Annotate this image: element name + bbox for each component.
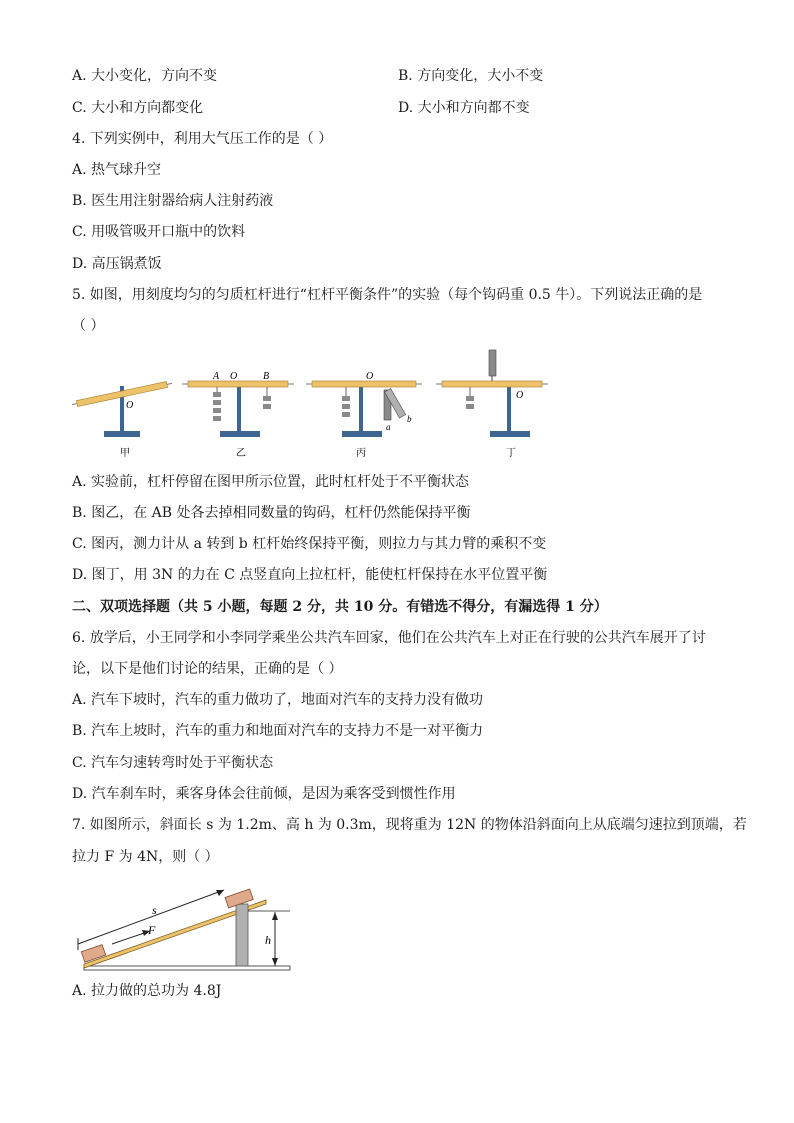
incline-label-s: s xyxy=(152,903,157,917)
yi-point-b: B xyxy=(263,371,270,382)
jia-pivot-label: O xyxy=(126,400,134,411)
lever-ding xyxy=(436,350,548,459)
q5-stem-line1: 5. 如图，用刻度均匀的匀质杠杆进行“杠杆平衡条件”的实验（每个钩码重 0.5 牛）。下列说法正确的是 xyxy=(72,287,703,303)
q6-stem-line2: 论，以下是他们讨论的结果，正确的是（ ） xyxy=(72,661,343,677)
lever-yi xyxy=(182,371,294,459)
incline-label-f: F xyxy=(148,923,156,937)
yi-point-a: A xyxy=(213,371,220,382)
q3-option-b: B. 方向变化，大小不变 xyxy=(398,68,544,84)
ding-caption: 丁 xyxy=(506,448,516,459)
q6-option-c: C. 汽车匀速转弯时处于平衡状态 xyxy=(72,755,274,771)
bing-caption: 丙 xyxy=(356,448,366,459)
jia-caption: 甲 xyxy=(120,448,130,459)
q6-option-d: D. 汽车刹车时，乘客身体会往前倾，是因为乘客受到惯性作用 xyxy=(72,786,456,802)
q4-stem: 4. 下列实例中，利用大气压工作的是（ ） xyxy=(72,131,333,147)
q7-option-a: A. 拉力做的总功为 4.8J xyxy=(72,983,222,999)
q5-option-a: A. 实验前，杠杆停留在图甲所示位置，此时杠杆处于不平衡状态 xyxy=(72,474,470,490)
q5-option-d: D. 图丁，用 3N 的力在 C 点竖直向上拉杠杆，能使杠杆保持在水平位置平衡 xyxy=(72,567,548,583)
lever-figure xyxy=(70,346,550,464)
q4-option-d: D. 高压锅煮饭 xyxy=(72,256,162,272)
q4-option-a: A. 热气球升空 xyxy=(72,162,162,178)
q3-option-a: A. 大小变化，方向不变 xyxy=(72,68,218,84)
q6-stem-line1: 6. 放学后，小王同学和小李同学乘坐公共汽车回家，他们在公共汽车上对正在行驶的公共汽车展开了讨 xyxy=(72,630,706,646)
yi-pivot-label: O xyxy=(230,371,238,382)
yi-caption: 乙 xyxy=(236,448,246,459)
q3-option-c: C. 大小和方向都变化 xyxy=(72,100,204,116)
lever-bing xyxy=(306,371,422,459)
bing-label-b: b xyxy=(407,414,412,424)
q5-option-b: B. 图乙，在 AB 处各去掉相同数量的钩码，杠杆仍然能保持平衡 xyxy=(72,505,471,521)
q4-option-b: B. 医生用注射器给病人注射药液 xyxy=(72,193,274,209)
q5-option-c: C. 图丙，测力计从 a 转到 b 杠杆始终保持平衡，则拉力与其力臂的乘积不变 xyxy=(72,536,547,552)
q3-option-d: D. 大小和方向都不变 xyxy=(398,100,530,116)
q6-option-b: B. 汽车上坡时，汽车的重力和地面对汽车的支持力不是一对平衡力 xyxy=(72,723,484,739)
incline-label-h: h xyxy=(265,933,271,947)
bing-label-a: a xyxy=(386,422,391,432)
section-heading: 二、双项选择题（共 5 小题，每题 2 分，共 10 分。有错选不得分，有漏选得 1 分） xyxy=(72,599,608,615)
bing-pivot-label: O xyxy=(366,371,374,382)
q7-stem-line1: 7. 如图所示，斜面长 s 为 1.2m、高 h 为 0.3m，现将重为 12N 的物体沿斜面向上从底端匀速拉到顶端，若 xyxy=(72,817,747,833)
q4-option-c: C. 用吸管吸开口瓶中的饮料 xyxy=(72,224,246,240)
q5-stem-line2: （ ） xyxy=(72,318,105,334)
q6-option-a: A. 汽车下坡时，汽车的重力做功了，地面对汽车的支持力没有做功 xyxy=(72,692,484,708)
incline-figure xyxy=(70,876,300,974)
q7-stem-line2: 拉力 F 为 4N，则（ ） xyxy=(72,849,219,865)
ding-pivot-label: O xyxy=(516,390,524,401)
lever-jia xyxy=(71,380,172,459)
